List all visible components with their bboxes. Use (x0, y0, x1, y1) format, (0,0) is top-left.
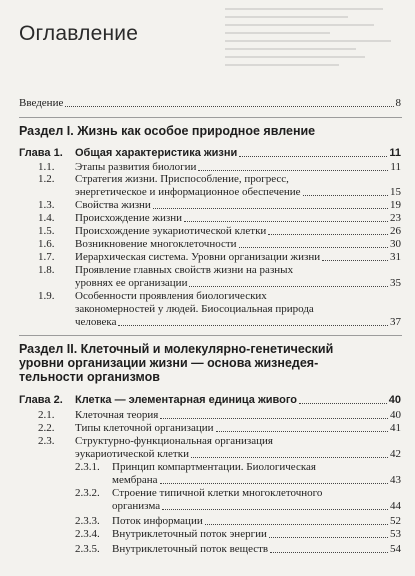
item-page: 42 (390, 448, 401, 460)
toc-item-1-9-line1[interactable] (38, 290, 401, 303)
toc-subitem-2-3-1[interactable] (112, 474, 401, 487)
entry-page: 8 (395, 97, 401, 109)
toc-item-1-8[interactable] (75, 277, 401, 290)
leader-dots (118, 325, 388, 326)
leader-dots (269, 537, 388, 538)
leader-dots (303, 195, 388, 196)
item-number: 1.5. (38, 225, 55, 237)
item-page: 44 (390, 500, 401, 512)
item-title: Строение типичной клетки многоклеточного (112, 487, 323, 499)
leader-dots (191, 457, 388, 458)
part-2-title-line: уровни организации жизни — основа жизнедея- (19, 356, 319, 370)
item-number: 1.4. (38, 212, 55, 224)
item-title: Иерархическая система. Уровни организации жизни (75, 251, 321, 263)
item-title: Стратегия жизни. Приспособление, прогресс, (75, 173, 289, 185)
item-number: 1.8. (38, 264, 55, 276)
toc-subitem-2-3-1-line1[interactable] (75, 461, 401, 474)
toc-item-2-2[interactable] (38, 422, 401, 435)
toc-item-1-3[interactable] (38, 199, 401, 212)
chapter-number: Глава 2. (19, 394, 63, 406)
item-page: 19 (390, 199, 401, 211)
leader-dots (162, 509, 388, 510)
item-title: Возникновение многоклеточности (75, 238, 237, 250)
part-2-title-line: Раздел II. Клеточный и молекулярно-генетический (19, 342, 334, 356)
item-title: Свойства жизни (75, 199, 151, 211)
chapter-2[interactable] (19, 394, 401, 407)
item-title-cont: уровнях ее организации (75, 277, 188, 289)
item-page: 31 (390, 251, 401, 263)
toc-item-1-2[interactable] (75, 186, 401, 199)
toc-subitem-2-3-4[interactable] (75, 528, 401, 541)
leader-dots (270, 552, 388, 553)
leader-dots (239, 156, 387, 157)
toc-item-1-9[interactable] (75, 316, 401, 329)
item-page: 54 (390, 543, 401, 555)
item-page: 30 (390, 238, 401, 250)
item-title-cont: энергетическое и информационное обеспечение (75, 186, 301, 198)
leader-dots (299, 403, 387, 404)
leader-dots (322, 260, 388, 261)
item-number: 2.3. (38, 435, 55, 447)
item-title: Особенности проявления биологических (75, 290, 267, 302)
item-number: 1.1. (38, 161, 55, 173)
item-page: 11 (390, 161, 401, 173)
toc-item-2-3-line1[interactable] (38, 435, 401, 448)
item-page: 26 (390, 225, 401, 237)
chapter-title: Общая характеристика жизни (75, 147, 238, 159)
chapter-title: Клетка — элементарная единица живого (75, 394, 298, 406)
item-title: Внутриклеточный поток веществ (112, 543, 269, 555)
toc-entry-intro[interactable] (19, 97, 401, 110)
item-page: 15 (390, 186, 401, 198)
toc-subitem-2-3-3[interactable] (75, 515, 401, 528)
toc-item-1-8-line1[interactable] (38, 264, 401, 277)
item-title: Клеточная теория (75, 409, 159, 421)
item-page: 52 (390, 515, 401, 527)
item-page: 23 (390, 212, 401, 224)
item-page: 41 (390, 422, 401, 434)
item-page: 37 (390, 316, 401, 328)
item-number: 2.3.3. (75, 515, 100, 527)
item-number: 2.3.5. (75, 543, 100, 555)
leader-dots (65, 106, 393, 107)
item-title: Этапы развития биологии (75, 161, 197, 173)
item-title: Поток информации (112, 515, 203, 527)
item-title-cont: организма (112, 500, 161, 512)
toc-item-1-9-line2[interactable] (75, 303, 401, 316)
item-number: 2.1. (38, 409, 55, 421)
toc-item-1-6[interactable] (38, 238, 401, 251)
chapter-page: 11 (389, 147, 401, 159)
toc-item-2-1[interactable] (38, 409, 401, 422)
item-number: 2.3.1. (75, 461, 100, 473)
chapter-page: 40 (388, 394, 401, 406)
item-number: 1.6. (38, 238, 55, 250)
item-title: Внутриклеточный поток энергии (112, 528, 267, 540)
part-2-title-line: тельности организмов (19, 370, 160, 384)
leader-dots (198, 170, 388, 171)
page-title: Оглавление (19, 22, 139, 45)
item-number: 2.3.4. (75, 528, 100, 540)
section-rule (19, 117, 402, 118)
item-number: 2.2. (38, 422, 55, 434)
item-page: 53 (390, 528, 401, 540)
item-number: 1.2. (38, 173, 55, 185)
item-title: Структурно-функциональная организация (75, 435, 273, 447)
leader-dots (160, 418, 388, 419)
item-title: Происхождение жизни (75, 212, 182, 224)
entry-label: Введение (19, 97, 64, 109)
toc-item-2-3[interactable] (75, 448, 401, 461)
part-2-title (19, 342, 399, 384)
item-title-cont: человека (75, 316, 117, 328)
toc-item-1-4[interactable] (38, 212, 401, 225)
item-title: Происхождение эукариотической клетки (75, 225, 267, 237)
toc-subitem-2-3-5[interactable] (75, 543, 401, 556)
item-title: Принцип компартментации. Биологическая (112, 461, 316, 473)
item-number: 2.3.2. (75, 487, 100, 499)
leader-dots (184, 221, 388, 222)
item-title-cont: эукариотической клетки (75, 448, 189, 460)
item-title-cont: закономерностей у людей. Биосоциальная природа (75, 303, 314, 315)
leader-dots (153, 208, 388, 209)
item-title: Типы клеточной организации (75, 422, 214, 434)
item-title: Проявление главных свойств жизни на разных (75, 264, 294, 276)
item-number: 1.7. (38, 251, 55, 263)
item-page: 43 (390, 474, 401, 486)
toc-subitem-2-3-2[interactable] (112, 500, 401, 513)
leader-dots (160, 483, 388, 484)
part-1-title: Раздел I. Жизнь как особое природное явление (19, 124, 316, 138)
item-number: 1.9. (38, 290, 55, 302)
item-page: 40 (390, 409, 401, 421)
leader-dots (189, 286, 388, 287)
leader-dots (205, 524, 388, 525)
chapter-number: Глава 1. (19, 147, 63, 159)
item-page: 35 (390, 277, 401, 289)
chapter-1[interactable] (19, 147, 401, 160)
leader-dots (268, 234, 388, 235)
leader-dots (216, 431, 388, 432)
toc-item-1-7[interactable] (38, 251, 401, 264)
toc-item-1-5[interactable] (38, 225, 401, 238)
leader-dots (239, 247, 388, 248)
toc-item-1-2-line1[interactable] (38, 173, 401, 186)
bleed-through-text (225, 2, 400, 82)
section-rule (19, 335, 402, 336)
toc-subitem-2-3-2-line1[interactable] (75, 487, 401, 500)
item-title-cont: мембрана (112, 474, 158, 486)
item-number: 1.3. (38, 199, 55, 211)
